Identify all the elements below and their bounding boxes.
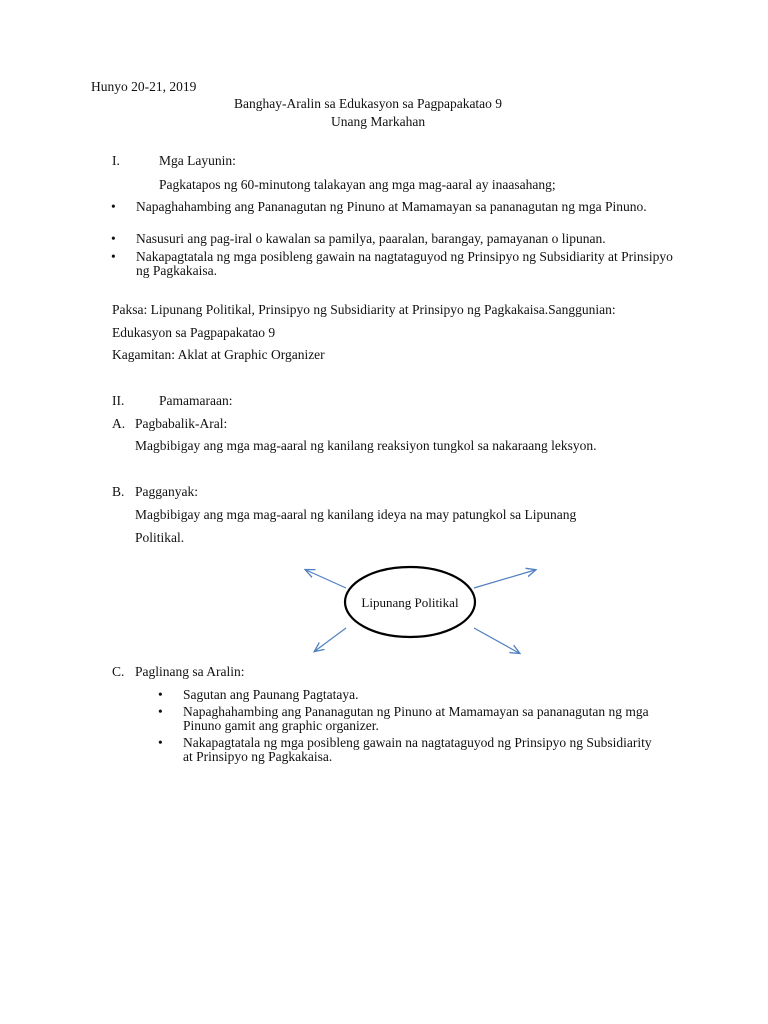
part-b-text-line1: Magbibigay ang mga mag-aaral ng kanilang ideya na may patungkol sa Lipunang — [135, 507, 577, 522]
part-b-label: B. — [112, 484, 125, 499]
section2-heading: Pamamaraan: — [159, 393, 233, 408]
diagram-center-label: Lipunang Politikal — [361, 595, 459, 610]
bullet-icon: • — [111, 199, 116, 214]
part-b-heading: Pagganyak: — [135, 484, 198, 499]
part-a-label: A. — [112, 416, 126, 431]
bullet-icon: • — [158, 735, 163, 750]
arrow-up-right — [474, 570, 535, 588]
activity-text-3: Nakapagtatala ng mga posibleng gawain na nagtataguyod ng Prinsipyo ng Subsidiarity at Prinsipyo ng Pagkakaisa. — [183, 735, 652, 764]
section1-intro: Pagkatapos ng 60-minutong talakayan ang mga mag-aaral ay inaasahang; — [159, 177, 556, 192]
document-title: Banghay-Aralin sa Edukasyon sa Pagpapakatao 9 — [234, 96, 503, 111]
part-a-heading: Pagbabalik-Aral: — [135, 416, 228, 431]
document-date: Hunyo 20-21, 2019 — [91, 79, 197, 94]
bullet-icon: • — [111, 231, 116, 246]
activity-text-2: Napaghahambing ang Pananagutan ng Pinuno at Mamamayan sa pananagutan ng mga Pinuno gamit ang graphic organizer. — [183, 704, 649, 733]
part-b-text-line2: Politikal. — [135, 530, 185, 545]
section1-numeral: I. — [112, 153, 120, 168]
arrow-down-left — [315, 628, 346, 651]
bullet-icon: • — [158, 687, 163, 702]
section2-numeral: II. — [112, 393, 125, 408]
sanggunian-line: Edukasyon sa Pagpapakatao 9 — [112, 325, 276, 340]
arrow-up-left — [306, 570, 346, 588]
bullet-icon: • — [158, 704, 163, 719]
paksa-line: Paksa: Lipunang Politikal, Prinsipyo ng Subsidiarity at Prinsipyo ng Pagkakaisa.Sanggunian: — [112, 302, 616, 317]
kagamitan-line: Kagamitan: Aklat at Graphic Organizer — [112, 347, 325, 362]
objective-text-1: Napaghahambing ang Pananagutan ng Pinuno at Mamamayan sa pananagutan ng mga Pinuno. — [136, 199, 647, 214]
activity-text-1: Sagutan ang Paunang Pagtataya. — [183, 687, 359, 702]
part-a-text: Magbibigay ang mga mag-aaral ng kanilang reaksiyon tungkol sa nakaraang leksyon. — [135, 438, 597, 453]
part-c-label: C. — [112, 664, 125, 679]
part-c-heading: Paglinang sa Aralin: — [135, 664, 245, 679]
arrow-down-right — [474, 628, 519, 653]
bullet-icon: • — [111, 249, 116, 264]
objective-text-3: Nakapagtatala ng mga posibleng gawain na nagtataguyod ng Prinsipyo ng Subsidiarity at Prinsipyo ng Pagkakaisa. — [136, 249, 673, 278]
objective-text-2: Nasusuri ang pag-iral o kawalan sa pamilya, paaralan, barangay, pamayanan o lipunan. — [136, 231, 606, 246]
document-quarter: Unang Markahan — [331, 114, 426, 129]
section1-heading: Mga Layunin: — [159, 153, 236, 168]
